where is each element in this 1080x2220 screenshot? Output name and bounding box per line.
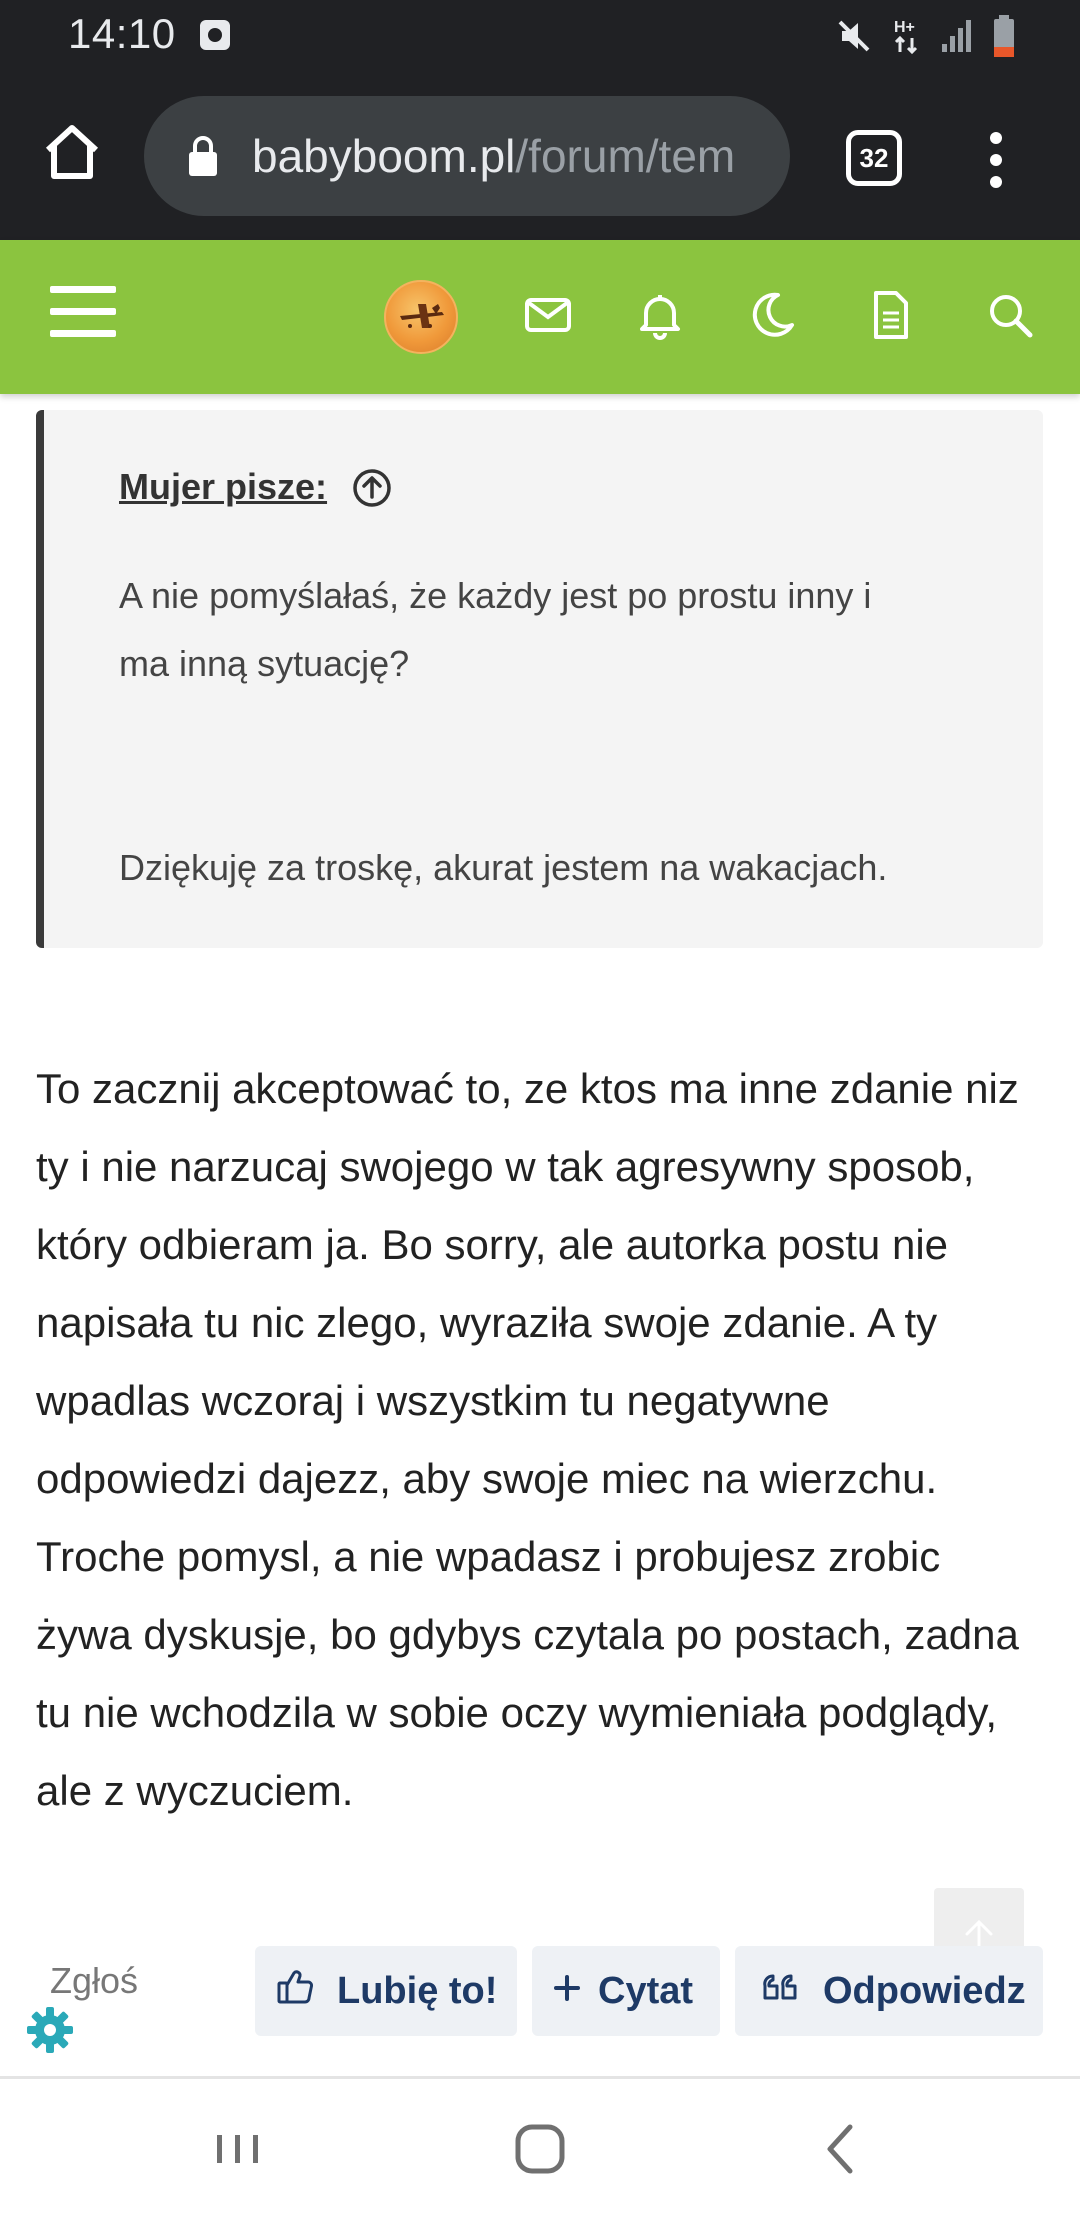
quote-label: Cytat <box>598 1969 694 2012</box>
url-text <box>252 126 772 186</box>
quote-line: Dziękuję za troskę, akurat jestem na wakacjach. <box>119 847 888 888</box>
post-body <box>36 1050 1046 1830</box>
quote-line: A nie pomyślałaś, że każdy jest po prostu inny i <box>119 575 872 616</box>
battery-icon <box>992 14 1016 58</box>
status-bar <box>0 0 1080 72</box>
avatar[interactable] <box>384 280 458 354</box>
gear-icon[interactable] <box>24 2004 76 2056</box>
svg-text:H+: H+ <box>894 19 915 36</box>
reply-button[interactable] <box>735 1946 1043 2036</box>
url-bar[interactable] <box>144 96 790 216</box>
document-icon[interactable] <box>862 287 918 343</box>
home-icon[interactable] <box>36 116 108 188</box>
search-icon[interactable] <box>982 287 1038 343</box>
back-icon[interactable] <box>812 2119 872 2179</box>
quote-block <box>36 410 1043 948</box>
bell-icon[interactable] <box>632 287 688 343</box>
quote-button[interactable] <box>532 1946 720 2036</box>
home-nav-icon[interactable] <box>510 2119 570 2179</box>
quote-line: ma inną sytuację? <box>119 643 410 684</box>
mail-icon[interactable] <box>520 287 576 343</box>
thumbs-up-icon <box>275 1966 315 2016</box>
url-domain: babyboom.pl <box>252 130 516 182</box>
notification-app-icon <box>200 20 230 50</box>
tabs-icon[interactable]: 32 <box>846 130 902 186</box>
signal-icon <box>940 16 974 56</box>
quote-author[interactable]: Mujer pisze: <box>119 466 328 507</box>
mute-icon <box>834 16 874 56</box>
hamburger-icon[interactable] <box>50 282 116 342</box>
site-header <box>0 240 1080 394</box>
status-time: 14:10 <box>68 10 176 57</box>
lock-icon <box>186 134 220 178</box>
status-icons <box>834 14 1016 58</box>
like-label: Lubię to! <box>337 1969 498 2012</box>
plus-icon <box>552 1970 582 2013</box>
report-link[interactable]: Zgłoś <box>50 1960 139 2001</box>
moon-icon[interactable] <box>744 287 800 343</box>
system-nav-bar <box>0 2079 1080 2220</box>
arrow-up-circle-icon[interactable] <box>352 468 392 508</box>
browser-toolbar <box>0 72 1080 240</box>
quote-marks-icon <box>761 1966 801 2016</box>
more-vert-icon[interactable] <box>974 130 1018 190</box>
reply-label: Odpowiedz <box>823 1969 1026 2012</box>
url-path: /forum/tem <box>515 130 736 182</box>
hplus-data-icon <box>892 16 922 56</box>
post-paragraph: To zacznij akceptować to, ze ktos ma inne zdanie niz ty i nie narzucaj swojego w tak agresywny sposob, który odbieram ja. Bo sorry, ale autorka postu nie napisała tu nic zlego, wyraziła swoje zdanie. A ty wpadlas wczoraj i wszystkim tu negatywne odpowiedzi dajezz, aby swoje miec na wierzchu. <box>36 1065 1019 1502</box>
like-button[interactable] <box>255 1946 517 2036</box>
recent-apps-icon[interactable] <box>208 2119 268 2179</box>
post-paragraph: Troche pomysl, a nie wpadasz i probujesz zrobic żywa dyskusje, bo gdybys czytala po postach, zadna tu nie wchodzila w sobie oczy wymieniała podglądy, ale z wyczuciem. <box>36 1533 1019 1814</box>
